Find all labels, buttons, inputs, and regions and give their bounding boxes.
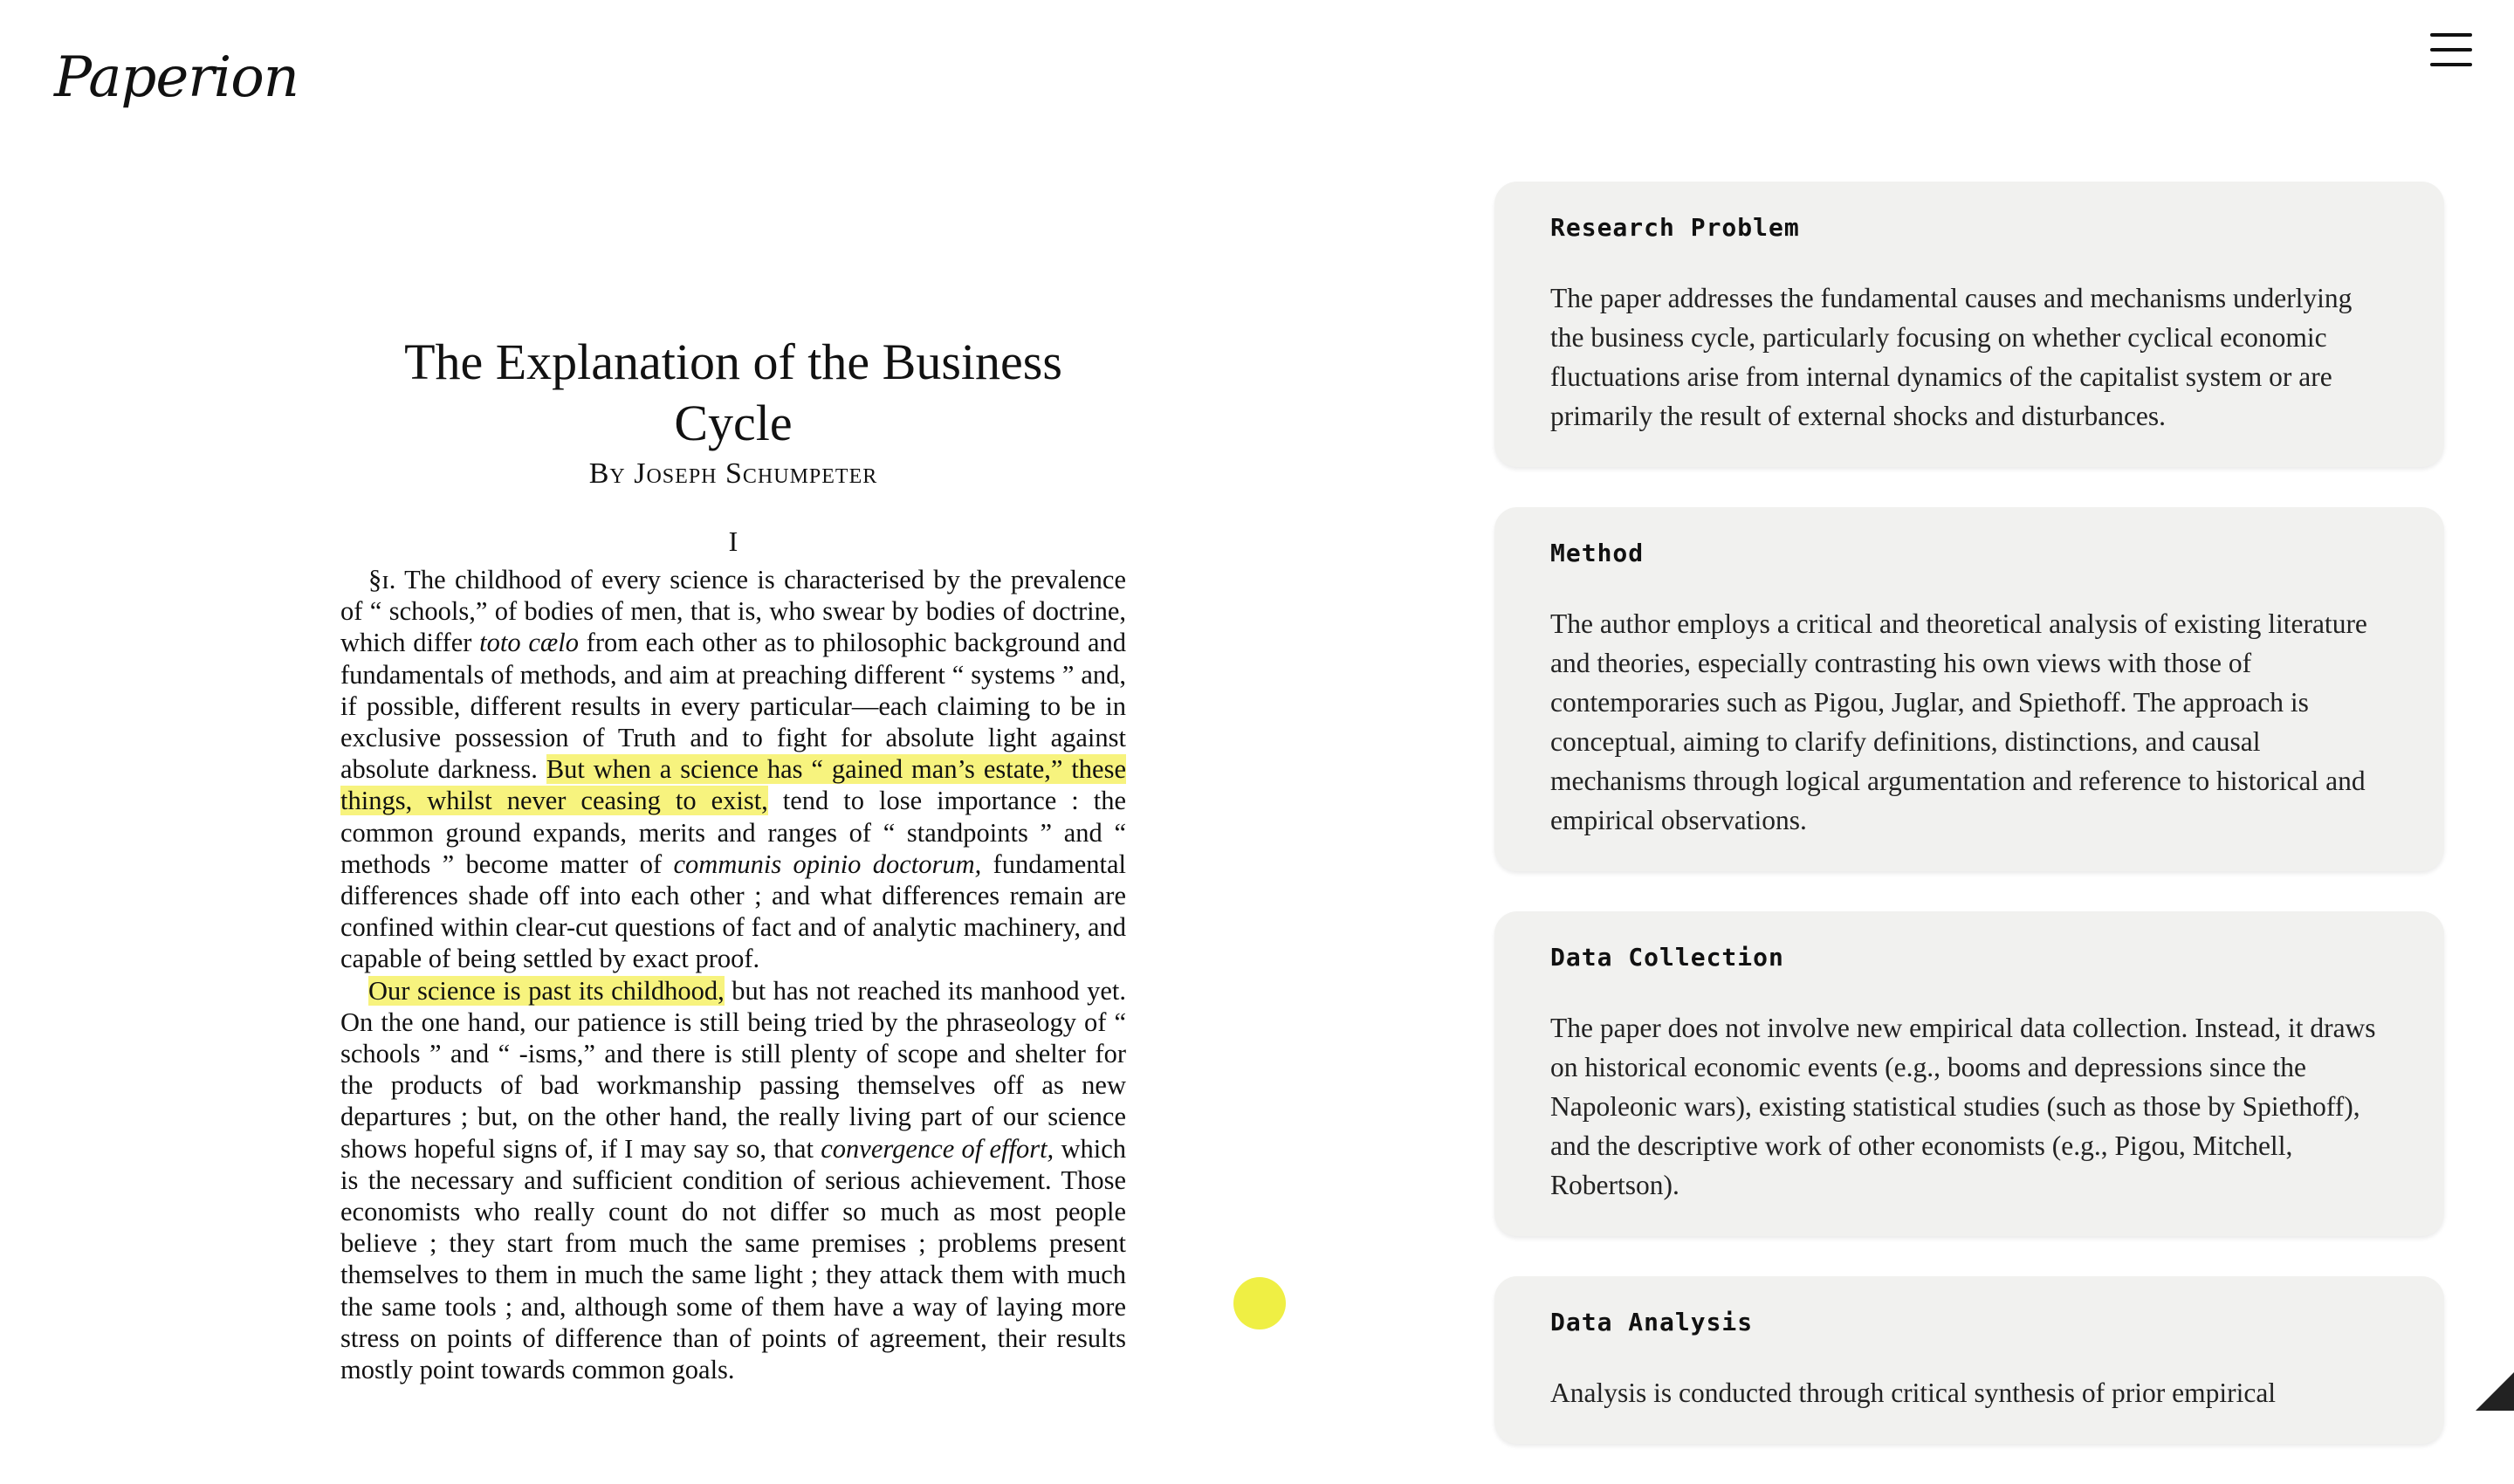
card-title: Data Analysis	[1550, 1308, 1754, 1336]
card-title: Method	[1550, 539, 1645, 567]
document-title: The Explanation of the Business Cycle	[404, 333, 1062, 451]
paragraph-2[interactable]	[340, 975, 1126, 1386]
text-run: §ɪ. The childhood of every science is characterised by the prevalence of “ schools,” of bodies of men, that is, who swear by bodies of doctrine, which differ	[340, 565, 1126, 658]
text-italic: toto cælo	[479, 628, 579, 658]
text-run: tend to lose importance : the common ground expands, merits and ranges of “ standpoints ” and “ methods ” become matter of	[340, 786, 1126, 879]
document-page	[340, 332, 1126, 1385]
pointer-cursor	[1233, 1277, 1286, 1329]
text-run: but has not reached its manhood yet. On the one hand, our patience is still being tried by the phraseology of “ schools ” and “ -isms,” and there is still plenty of scope and shelter for the products of bad workmanship passing themselves off as new departures ; but, on the other hand, the really living part of our science shows hopeful signs of, if I may say so, that	[340, 975, 1126, 1164]
highlight-2[interactable]: Our science is past its childhood,	[368, 975, 725, 1006]
text-run: from each other as to philosophic background and fundamentals of methods, and aim at preaching different “ systems ” and, if possible, different results in every particular—each claiming to be in exclusive possession of Truth and to fight for absolute light against absolute darkness.	[340, 628, 1127, 785]
menu-line	[2430, 48, 2472, 52]
card-body: Analysis is conducted through critical synthesis of prior empirical	[1550, 1378, 2277, 1408]
card-research-problem[interactable]	[1494, 182, 2444, 467]
text-italic: convergence of effort,	[821, 1133, 1054, 1164]
text-run: which is the necessary and sufficient condition of serious achievement. Those economists who really count do not differ so much as most people believe ; they start from much the same premises ; problems present themselves to them in much the same light ; they attack them with much the same tools ; and, although some of them have a way of laying more stress on points of difference than of points of agreement, their results mostly point towards common goals.	[340, 1133, 1126, 1385]
paragraph-1[interactable]	[340, 564, 1126, 975]
menu-line	[2430, 63, 2472, 66]
card-data-analysis[interactable]	[1494, 1276, 2444, 1444]
hamburger-menu-icon[interactable]	[2430, 33, 2472, 66]
card-method[interactable]	[1494, 507, 2444, 871]
text-run: fundamental differences shade off into each other ; and what differences remain are confined within clear-cut questions of fact and of analytic machinery, and capable of being settled by exact proof.	[340, 848, 1126, 974]
card-body: The paper addresses the fundamental causes and mechanisms underlying the business cycle, particularly focusing on whether cyclical economic fluctuations arise from internal dynamics of the capitalist system or are primarily the result of external shocks and disturbances.	[1550, 283, 2353, 431]
app-logo[interactable]: Paperion	[54, 45, 299, 110]
summary-panel	[1494, 182, 2444, 1484]
highlight-1[interactable]: But when a science has “ gained man’s estate,” these things, whilst never ceasing to exist,	[340, 754, 1126, 816]
card-body: The paper does not involve new empirical data collection. Instead, it draws on historical economic events (e.g., booms and depressions since the Napoleonic wars), existing statistical studies (such as those by Spiethoff), and the descriptive work of other economists (e.g., Pigou, Mitchell, Robertson).	[1550, 1013, 2376, 1200]
card-data-collection[interactable]	[1494, 911, 2444, 1236]
document-author: By Joseph Schumpeter	[588, 457, 878, 490]
resize-corner-icon[interactable]	[2476, 1372, 2514, 1411]
card-title: Research Problem	[1550, 213, 1800, 242]
text-italic: communis opinio doctorum,	[673, 848, 982, 879]
section-number: I	[728, 526, 738, 557]
menu-line	[2430, 33, 2472, 37]
card-title: Data Collection	[1550, 943, 1784, 972]
card-body: The author employs a critical and theoretical analysis of existing literature and theories, especially contrasting his own views with those of contemporaries such as Pigou, Juglar, and Spiethoff. The approach is conceptual, aiming to clarify definitions, distinctions, and causal mechanisms through logical argumentation and reference to historical and empirical observations.	[1550, 608, 2367, 835]
